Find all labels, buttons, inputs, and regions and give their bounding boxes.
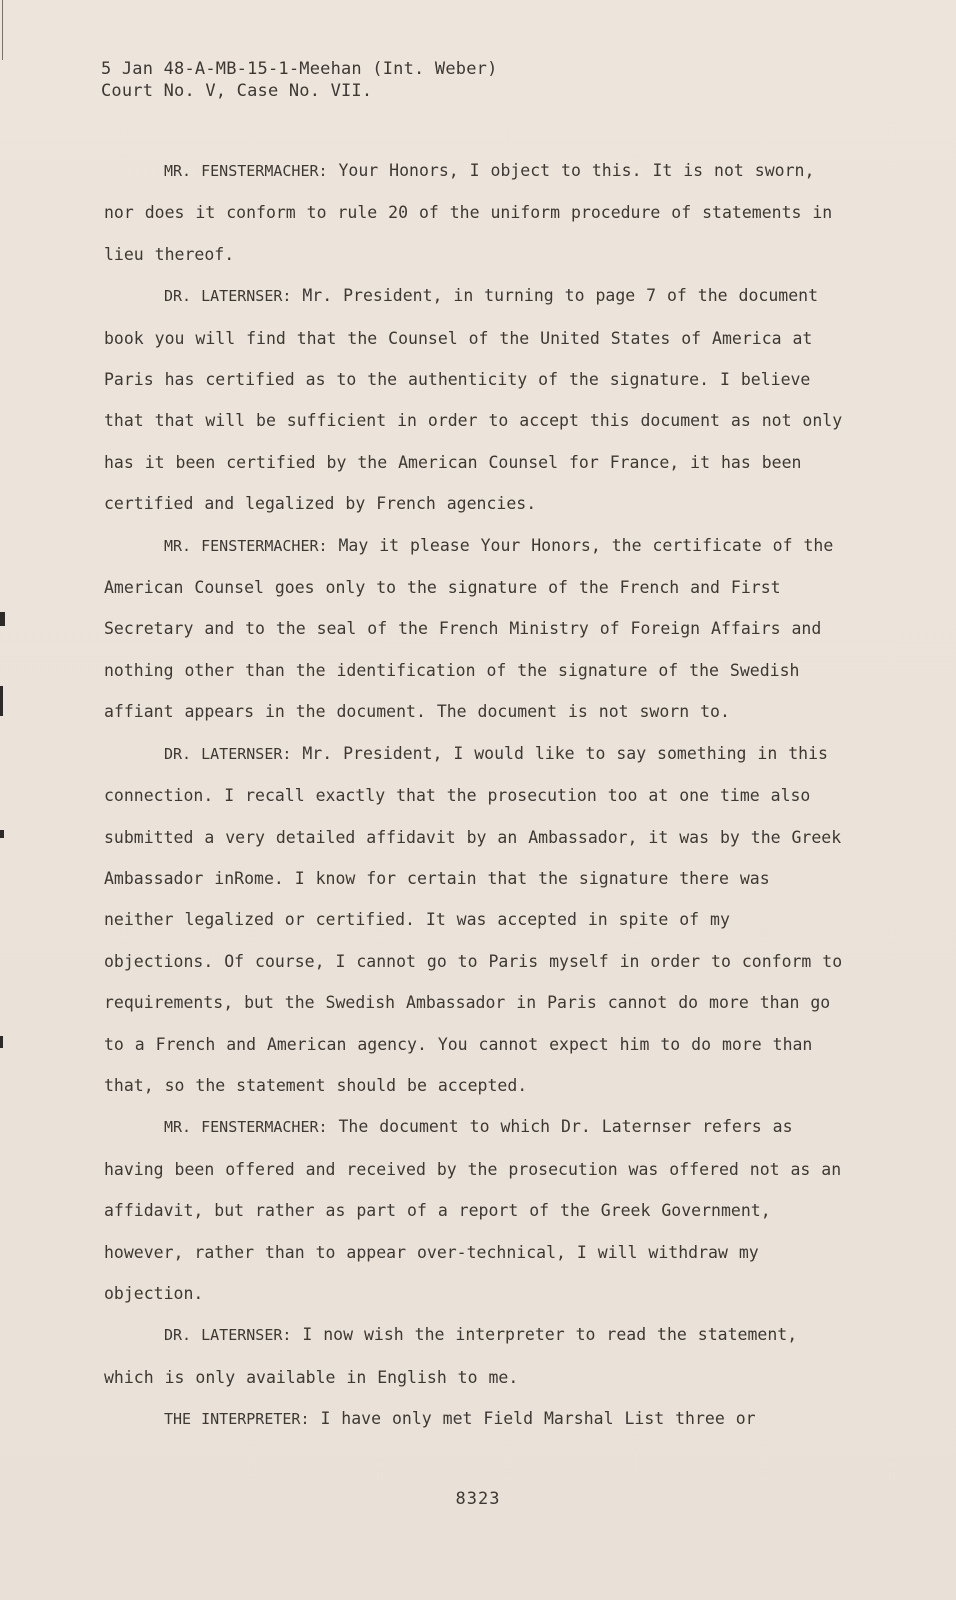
speaker-label: MR. FENSTERMACHER: [164,1118,328,1137]
paragraph [104,1398,844,1440]
paragraph-text: Your Honors, I object to this. It is not sworn, nor does it conform to rule 20 of the uniform procedure of statements in lieu thereof. [104,161,833,264]
paragraph [104,733,844,1107]
speaker-label: MR. FENSTERMACHER: [164,536,328,555]
paragraph-text: May it please Your Honors, the certificate of the American Counsel goes only to the signature of the French and First Secretary and to the seal of the French Ministry of Foreign Affairs and nothing other than the identification of the signature of the Swedish affiant appears in the document. The document is not sworn to. [104,535,834,722]
paragraph [104,275,844,524]
paragraph [104,150,844,275]
binding-mark [0,686,3,716]
speaker-label: MR. FENSTERMACHER: [164,162,328,180]
header-session-line: 5 Jan 48-A-MB-15-1-Meehan (Int. Weber) [101,59,498,79]
paragraph [104,1106,844,1314]
paragraph-text: The document to which Dr. Laternser refers as having been offered and received by the prosecution was offered not as an affidavit, but rather as part of a report of the Greek Government, however, rather than to appear over-technical, I will withdraw my objection. [104,1117,842,1303]
header-court-line: Court No. V, Case No. VII. [101,81,373,101]
page-edge-line [2,0,3,60]
speaker-label: THE INTERPRETER: [164,1410,310,1429]
binding-mark [0,612,5,626]
paragraph-text: I have only met Field Marshal List three or [320,1409,756,1429]
paragraph-text: Mr. President, in turning to page 7 of the document book you will find that the Counsel of the United States of America at Paris has certified as to the authenticity of the signature. I believe that that will be sufficient in order to accept this document as not only has it been certified by the American Counsel for France, it has been certified and legalized by French agencies. [104,286,843,514]
speaker-label: DR. LATERNSER: [164,744,292,763]
paragraph-text: I now wish the interpreter to read the statement, which is only available in English to me. [104,1325,798,1387]
speaker-label: DR. LATERNSER: [164,287,292,306]
paragraph [104,1314,844,1398]
paragraph-text: Mr. President, I would like to say something in this connection. I recall exactly that the prosecution too at one time also submitted a very detailed affidavit by an Ambassador, it was by the Greek Ambassador inRome. I know for certain that the signature there was neither legalized or certified. It was accepted in spite of my objections. Of course, I cannot go to Paris myself in order to conform to requirements, but the Swedish Ambassador in Paris cannot do more than go to a French and American agency. You cannot expect him to do more than that, so the statement should be accepted. [104,743,843,1095]
speaker-label: DR. LATERNSER: [164,1326,292,1345]
binding-mark [0,830,4,838]
document-header [101,58,498,102]
binding-mark [0,1036,3,1048]
paragraph [104,525,844,733]
page-number: 8323 [455,1489,501,1509]
transcript-body [104,150,844,1441]
